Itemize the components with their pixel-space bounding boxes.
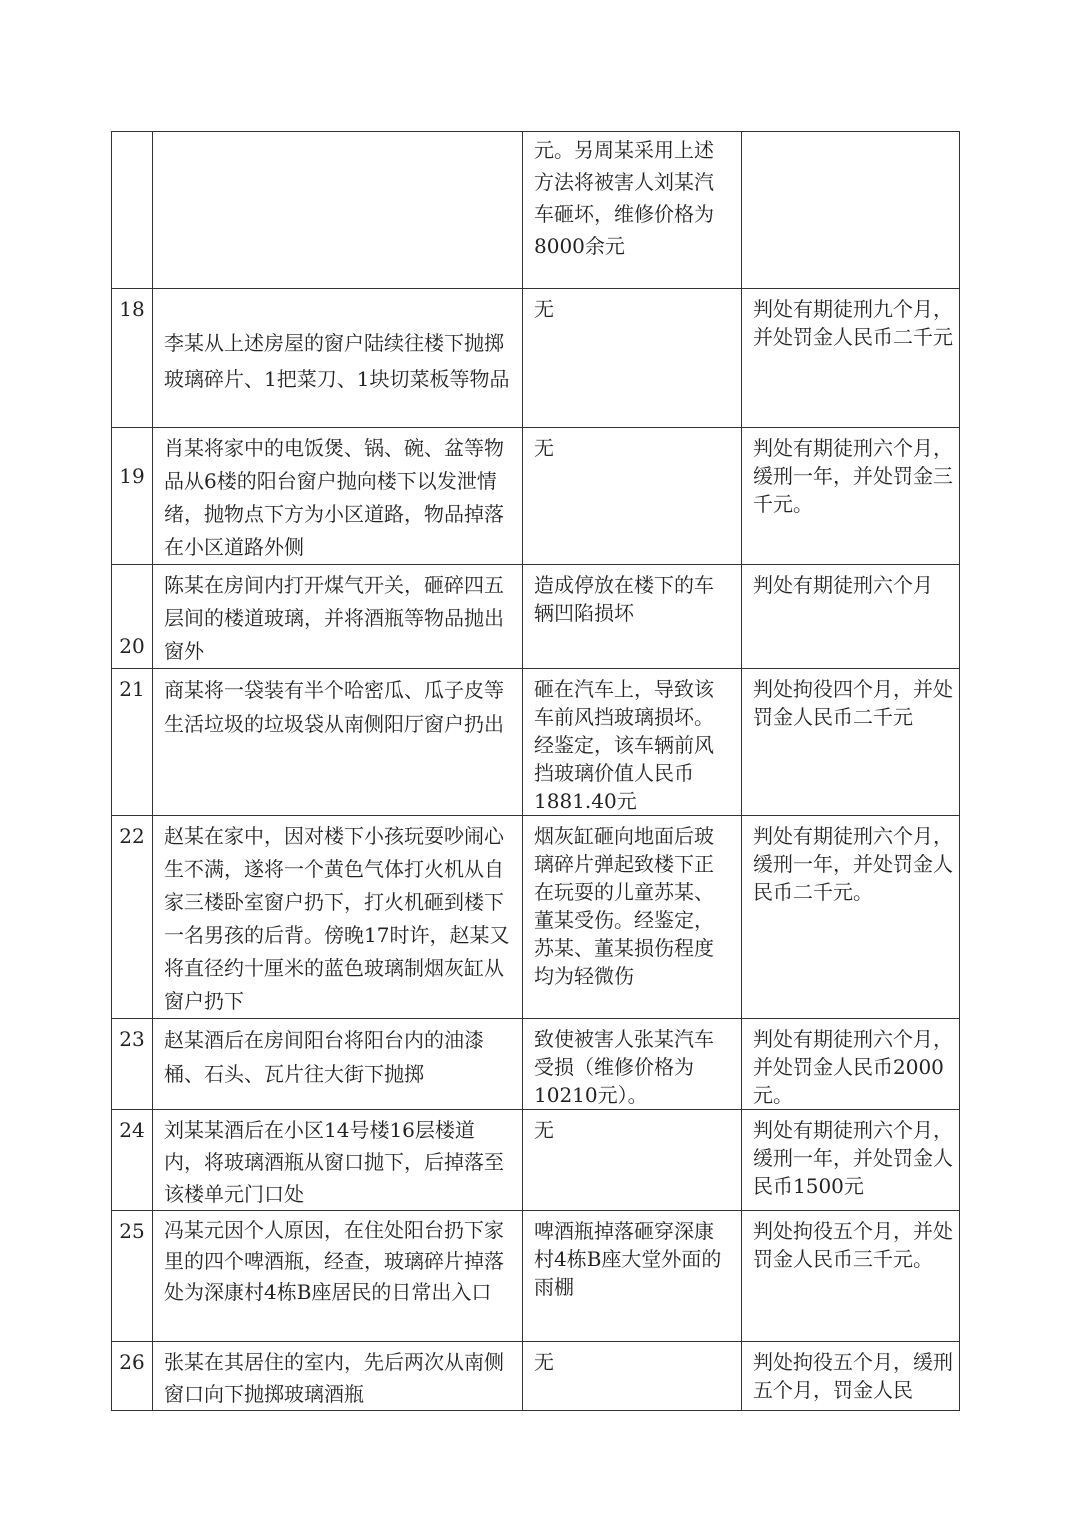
damage-result: 无 — [523, 1342, 742, 1411]
damage-result: 啤酒瓶掉落砸穿深康村4栋B座大堂外面的雨棚 — [523, 1211, 742, 1342]
act-description: 肖某将家中的电饭煲、锅、碗、盆等物品从6楼的阳台窗户抛向楼下以发泄情绪，抛物点下方为小区道路，物品掉落在小区道路外侧 — [153, 428, 523, 565]
sentence: 判处拘役五个月，缓刑五个月，罚金人民 — [742, 1342, 960, 1411]
case-number — [112, 132, 153, 289]
case-number: 22 — [112, 816, 153, 1019]
sentence: 判处有期徒刑六个月，缓刑一年，并处罚金人民币1500元 — [742, 1110, 960, 1211]
damage-result: 致使被害人张某汽车受损（维修价格为10210元）。 — [523, 1019, 742, 1110]
damage-result: 砸在汽车上，导致该车前风挡玻璃损坏。经鉴定，该车辆前风挡玻璃价值人民币1881.40元 — [523, 669, 742, 816]
table-row — [112, 816, 960, 1019]
act-description: 冯某元因个人原因，在住处阳台扔下家里的四个啤酒瓶，经查，玻璃碎片掉落处为深康村4栋B座居民的日常出入口 — [153, 1211, 523, 1342]
case-number: 19 — [112, 428, 153, 565]
damage-result: 烟灰缸砸向地面后玻璃碎片弹起致楼下正在玩耍的儿童苏某、董某受伤。经鉴定，苏某、董某损伤程度均为轻微伤 — [523, 816, 742, 1019]
act-description: 商某将一袋装有半个哈密瓜、瓜子皮等生活垃圾的垃圾袋从南侧阳厅窗户扔出 — [153, 669, 523, 816]
act-description: 陈某在房间内打开煤气开关，砸碎四五层间的楼道玻璃，并将酒瓶等物品抛出窗外 — [153, 565, 523, 669]
table-row — [112, 565, 960, 669]
sentence: 判处有期徒刑六个月，缓刑一年，并处罚金人民币二千元。 — [742, 816, 960, 1019]
case-number: 18 — [112, 289, 153, 428]
table-row — [112, 1019, 960, 1110]
act-description — [153, 132, 523, 289]
case-number: 21 — [112, 669, 153, 816]
sentence: 判处有期徒刑六个月，并处罚金人民币2000元。 — [742, 1019, 960, 1110]
case-number: 24 — [112, 1110, 153, 1211]
act-description: 赵某酒后在房间阳台将阳台内的油漆桶、石头、瓦片往大街下抛掷 — [153, 1019, 523, 1110]
act-description: 李某从上述房屋的窗户陆续往楼下抛掷玻璃碎片、1把菜刀、1块切菜板等物品 — [153, 289, 523, 428]
case-number: 25 — [112, 1211, 153, 1342]
table-row — [112, 132, 960, 289]
table-row — [112, 289, 960, 428]
act-description: 张某在其居住的室内，先后两次从南侧窗口向下抛掷玻璃酒瓶 — [153, 1342, 523, 1411]
sentence: 判处有期徒刑六个月 — [742, 565, 960, 669]
case-number: 20 — [112, 565, 153, 669]
act-description: 刘某某酒后在小区14号楼16层楼道内，将玻璃酒瓶从窗口抛下，后掉落至该楼单元门口处 — [153, 1110, 523, 1211]
act-description: 赵某在家中，因对楼下小孩玩耍吵闹心生不满，遂将一个黄色气体打火机从自家三楼卧室窗户扔下，打火机砸到楼下一名男孩的后背。傍晚17时许，赵某又将直径约十厘米的蓝色玻璃制烟灰缸从窗户扔下 — [153, 816, 523, 1019]
table-row — [112, 1110, 960, 1211]
damage-result: 无 — [523, 289, 742, 428]
table-row — [112, 1342, 960, 1411]
table-row — [112, 1211, 960, 1342]
sentence: 判处有期徒刑九个月，并处罚金人民币二千元 — [742, 289, 960, 428]
case-number: 23 — [112, 1019, 153, 1110]
damage-result: 造成停放在楼下的车辆凹陷损坏 — [523, 565, 742, 669]
damage-result: 元。另周某采用上述方法将被害人刘某汽车砸坏，维修价格为8000余元 — [523, 132, 742, 289]
case-table — [111, 131, 960, 1411]
sentence — [742, 132, 960, 289]
damage-result: 无 — [523, 1110, 742, 1211]
sentence: 判处拘役五个月，并处罚金人民币三千元。 — [742, 1211, 960, 1342]
damage-result: 无 — [523, 428, 742, 565]
table-row — [112, 428, 960, 565]
sentence: 判处有期徒刑六个月，缓刑一年，并处罚金三千元。 — [742, 428, 960, 565]
table-row — [112, 669, 960, 816]
sentence: 判处拘役四个月，并处罚金人民币二千元 — [742, 669, 960, 816]
case-number: 26 — [112, 1342, 153, 1411]
